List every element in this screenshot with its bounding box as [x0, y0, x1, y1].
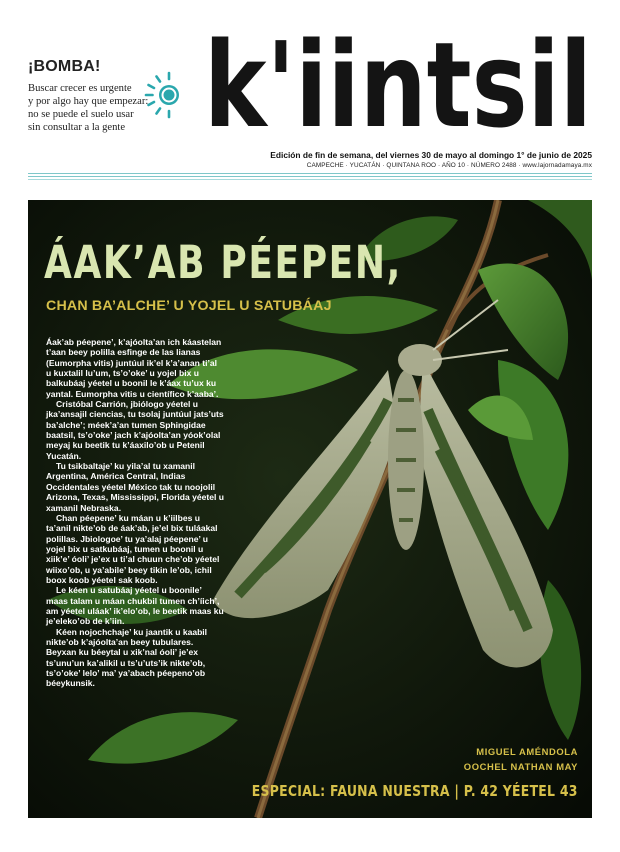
article-paragraph: Chan péepene’ ku máan u k’iilbes u ta’anil nikte’ob de áak’ab, je’el bix tuláakal polillas. Jbiologoe’ tu ya’alaj péepene’ u yojel bix u satkubáaj, tumen u boonil u xiik’e’ óoli’ je’ex u ti’al chuun che’ob yéetel wiixo’ob, u ya’abile’ beey tikin le’ob, ichil boox koob yéetel sak koob. [46, 512, 220, 585]
article-paragraph: Kéen nojochchaje’ ku jaantik u kaabil nikte’ob k’ajóolta’an beey tubulares. Beyxan ku béeytal u xik’nal óoli’ je’ex ts’unu’un ka’alikil u ts’u’uts’ik nikte’ob, ts’o’oke’ lelo’ ma’ ya’abach péepeno’ob béeykunsik. [46, 626, 208, 689]
author-credit: MIGUEL AMÉNDOLA [476, 746, 578, 757]
article-paragraph: Le kéen u satubáaj yéetel u boonile’ maas talam u máan chukbil tumen ch’íich’, am yéetel uláak’ ik’elo’ob, le beetik maas ku je’eleko’ob de k’iin. [46, 585, 224, 627]
divider [28, 176, 592, 177]
bomba-title: ¡BOMBA! [28, 58, 101, 75]
bomba-line: Buscar crecer es urgente [28, 83, 132, 94]
divider [28, 173, 592, 174]
article-paragraph: Cristóbal Carrión, jbiólogo yéetel u jka’ansajil ciencias, tu tsolaj juntúul jats’uts ba’alche’; méek’a’an tumen Sphingidae baatsil, ts’o’oke’ jach k’ajóolta’an yóok’olal meyaj ku beetik tu k’áaxilo’ob u Petenil Yucatán. [46, 399, 224, 461]
special-section-link[interactable]: ESPECIAL: FAUNA NUESTRA | P. 42 YÉETEL 43 [252, 782, 578, 800]
cover-subhead: CHAN BA’ALCHE’ U YOJEL U SATUBÁAJ [46, 298, 332, 314]
bomba-line: sin consultar a la gente [28, 122, 126, 133]
edition-location: CAMPECHE · YUCATÁN · QUINTANA ROO · AÑO 10 · NÚMERO 2488 · www.lajornadamaya.mx [306, 162, 592, 169]
sun-logo-icon [138, 64, 200, 126]
bomba-line: no se puede el suelo usar [28, 109, 134, 120]
logo-wordmark: k'iintsil [204, 18, 592, 136]
bomba-line: y por algo hay que empezar: [28, 96, 149, 107]
masthead-logo [204, 18, 596, 136]
cover-headline: ÁAK’AB PÉEPEN, [44, 236, 402, 289]
edition-dates: Edición de fin de semana, del viernes 30 de mayo al domingo 1° de junio de 2025 [270, 150, 592, 160]
cover-article [46, 337, 224, 689]
divider [28, 179, 592, 180]
article-paragraph: Tu tsikbaltaje’ ku yila’al tu xamanil Argentina, América Central, Indias Occidentales yéetel México tak tu noojolil Arizona, Texas, Mississippi, Florida yéetel u xamanil Nebraska. [46, 461, 224, 513]
cover-photo [28, 200, 592, 818]
photo-credit: OOCHEL NATHAN MAY [463, 761, 578, 772]
article-paragraph: Áak’ab péepene’, k’ajóolta’an ich káastelan t’aan beey polilla esfinge de las lianas (Eumorpha vitis) juntúul ik’el k’a’anan ti’al u kuxtalil lu’um, ts’o’oke’ u yojel bix u balkubáaj yéetel u boonil le k’áax tu’ux ku yantal. Eumorpha vitis u científico k’aaba’. [46, 337, 222, 399]
